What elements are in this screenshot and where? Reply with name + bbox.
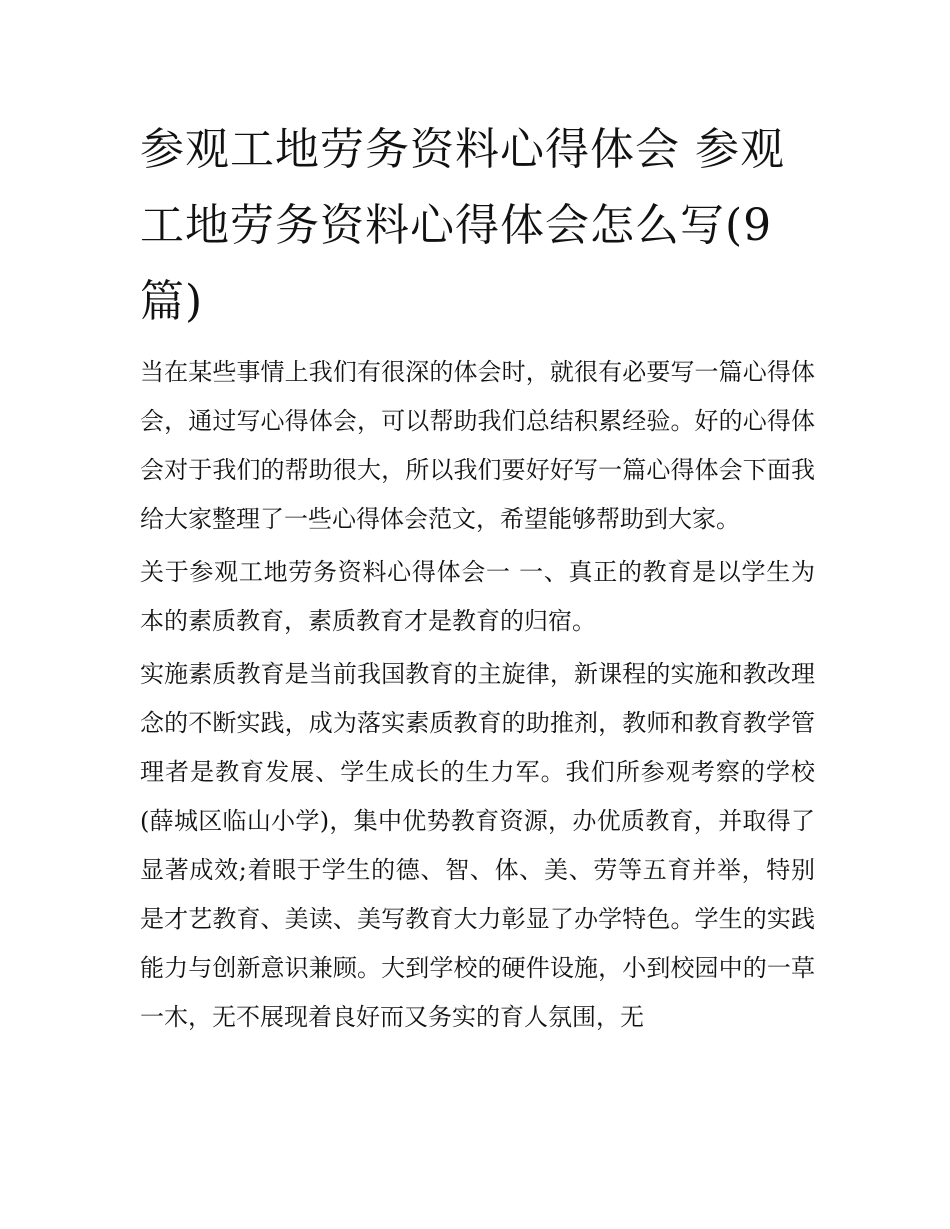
body-paragraph: 实施素质教育是当前我国教育的主旋律，新课程的实施和教改理念的不断实践，成为落实素质教育的助推剂，教师和教育教学管理者是教育发展、学生成长的生力军。我们所参观考察的学校(薛城区临山小学)，集中优势教育资源，办优质教育，并取得了显著成效;着眼于学生的德、智、体、美、劳等五育并举，特别是才艺教育、美读、美写教育大力彰显了办学特色。学生的实践能力与创新意识兼顾。大到学校的硬件设施，小到校园中的一草一木，无不展现着良好而又务实的育人氛围，无 — [140, 660, 815, 1031]
intro-paragraph: 当在某些事情上我们有很深的体会时，就很有必要写一篇心得体会，通过写心得体会，可以帮助我们总结积累经验。好的心得体会对于我们的帮助很大，所以我们要好好写一篇心得体会下面我给大家整理了一些心得体会范文，希望能够帮助到大家。 — [140, 358, 815, 533]
document-title: 参观工地劳务资料心得体会 参观工地劳务资料心得体会怎么写(9篇) — [140, 124, 785, 327]
section-one-heading-paragraph: 关于参观工地劳务资料心得体会一 一、真正的教育是以学生为本的素质教育，素质教育才是教育的归宿。 — [140, 558, 815, 635]
document-content — [140, 112, 815, 1046]
